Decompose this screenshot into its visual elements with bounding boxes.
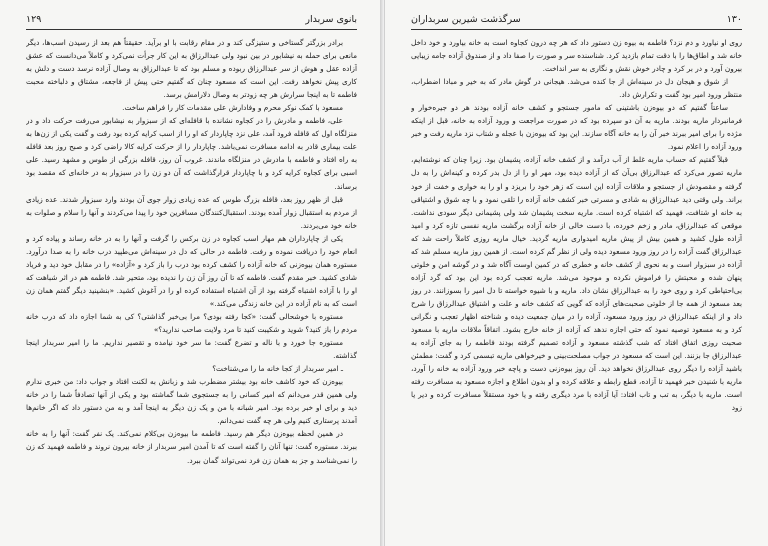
paragraph: ـ امیر سربدار از کجا خانه ما را می‌شناخت؟ xyxy=(212,364,343,374)
left-page-title: بانوی سربدار xyxy=(305,13,357,25)
right-page-number: ۱۳۰ xyxy=(726,13,742,25)
left-page-header xyxy=(26,12,357,26)
paragraph: مستوره با خوشحالی گفت: «کجا رفته بودی؟ مرا بی‌خبر گذاشتی؟ کی به شما اجازه داد که درب خانه مردم را باز کنید؟ شوید و شکیبت کنید تا مرد ولایت صاحب ندارید؟» xyxy=(26,311,357,335)
paragraph: قبلاً گفتیم که حساب ماریه غلط از آب درآمد و از کشف خانه آزاده، پشیمان بود. زیرا چنان که نوشته‌ایم، ماریه تصور می‌کرد که عبدالرزاق بی‌آن که از آزاده دیده بود، مهر او را از دل بدر کرده و کینه‌اش را به دل گرفته و مقصودش از جستجو و ملاقات آزاده این است که زهر خود را بریزد و او را به خواری و خفت از خود براند. ولی وقتی دید عبدالرزاق به شادی و مسرتی خبر کشف خانه آزاده را تلقی نمود و با چه شوق و اشتیاقی به خانه او شتافت، فهمید که اشتباه کرده است. ماریه سخت پشیمان شد ولی پشیمانی دیگر سودی نداشت. موقعی که عبدالرزاق، مادر و زخم خورده، با دست خالی از خانه آزاده برگشت ماریه نفسی تازه کرد و امید آزاده طول کشید و همین بیش از پیش ماریه امیدواری ماریه گردید. خیال ماریه روزی کاملاً راحت شد که عبدالرزاق گفت آزاده را در روز ورود مسعود دیده ولی از نظر گم کرده است. از همین روز ماریه مسلم شد که آزاده در سبزوار است و به نحوی از کشف خانه و خطری که در کمین اوست آگاه شد و در گوشه امن و خلوتی پنهان شده و محبتش را فراموش نکرده و موجود می‌شد. ماریه تعجب کرده بود این بود که گرد آزاده بی‌احتیاطی کرد و روی خود را به عبدالرزاق نشان داد. ماریه و با شیوه خواسته تا دل امیر را بسوزانند. در روز بعد مسعود از همه جا از خلوتی صحبت‌های آزاده که گویی که کشف خانه و علت و اشتیاق عبدالرزاق را شرح داد و از اینکه عبدالرزاق در روز ورود مسعود، آزاده را در میان جمعیت دیده و شناخته اظهار تعجب و نگرانی کرد و به مسعود توصیه نمود که حتی اجازه ندهد که آزاده از خانه خارج بشود. اتفاقاً ملاقات ماریه با مسعود صحبت روزی اتفاق افتاد که شب گذشته مسعود و آزاده تصمیم گرفته بودند فاطمه را به جای آزاده به عبدالرزاق جا بزنند. این است که مسعود در جواب مصلحت‌بینی و خیرخواهی ماریه تبسمی کرد و گفت: مطمئن باشید آزاده را دیگر روی عبدالرزاق نخواهد دید. آن روز بیوه‌زنی دست و پاچه خبر ورود آزاده به خانه را آورد، ماریه با شنیدن خبر فهمید تا آزاده، قطع رابطه و علاقه کرده و او بدون اطلاع و اجازه مسعود به مسافرت رفته است. ماریه با دیگر، به تب و تاب افتاد: آیا آزاده با مرد دیگری رفته و یا خود مستقلاً مسافرت کرده و دیر یا زود xyxy=(411,155,742,413)
paragraph: علی، فاطمه و مادرش را در کجاوه نشانده با قافله‌ای که از سبزوار به نیشابور می‌رفت حرکت داد و در منزلگاه اول که قافله فرود آمد، علی نزد چاپاردار که او را از اسب کرایه کرده بود رفت و گفت یکی از زن‌ها به علت بیماری قادر به ادامه مسافرت نمی‌باشد. چاپاردار را از حرکت کرایه کالا راضی کرد و صبح روز بعد قافله به راه افتاد و فاطمه با مادرش در منزلگاه ماندند. غروب آن روز، قافله بزرگی از طوس و مشهد رسید. علی اسبی برای کجاوه کرایه کرد و با چاپاردار قرارگذاشت که آن دو زن را در سبزوار به در خانه‌ای که مقصد بود برساند. xyxy=(26,116,357,191)
right-page-body xyxy=(411,36,742,538)
paragraph: مسعود با کمک نوکر محرم و وفادارش علی مقدمات کار را فراهم ساخت. xyxy=(122,103,343,113)
paragraph: از شوق و هیجان دل در سینه‌اش از جا کنده می‌شد. هیجانی در گوش مادر که به خیر و مبادا اضطراب، منتظر ورود امیر بود گفت و تکرارش داد. xyxy=(411,77,742,100)
paragraph: قبل از ظهر روز بعد، قافله بزرگ طوس که عده زیادی زوار جوی آن بودند وارد سبزوار شدند. عده زیادی از مردم به استقبال زوار آمده بودند. استقبال‌کنندگان مسافرین خود را پیدا می‌کردند و آنها را سلام و صلوات به خانه خود می‌بردند. xyxy=(26,194,357,230)
paragraph: بیوه‌زن که خود کاشف خانه بود بیشتر مضطرب شد و زبانش به لکنت افتاد و جواب داد: من خبری ندارم ولی همین قدر می‌دانم که امیر کسانی را به جستجوی شما گماشته بود و یکی از آنها تصادفاً شما را در خانه دید و برای او خبر برده بود. امیر شبانه با من و یک زن دیگر به اینجا آمد و به من دستور داد که اگر خانم‌ها آمدند پرستاری کنیم ولی هر چه گفت نمی‌دانم. xyxy=(26,377,357,426)
left-header-rule xyxy=(26,29,357,30)
right-header-rule xyxy=(411,29,742,30)
right-page-header xyxy=(411,12,742,26)
left-page-body xyxy=(26,36,357,538)
left-page-number: ۱۲۹ xyxy=(26,13,42,25)
paragraph: مستوره جا خورد و با ناله و تضرع گفت: ما سر خود نیامده و تقصیر نداریم. ما را امیر سربدار اینجا گذاشته. xyxy=(26,338,357,361)
paragraph: در همین لحظه بیوه‌زن دیگر هم رسید. فاطمه ما بیوه‌زن بی‌کلام نمی‌کند. یک نفر گفت: آنها را به خانه ببرند. مستوره گفت: تنها آنان را گفته است که تا آمدن امیر سربدار از خانه بیرون نروند و فاطمه فهمید که زن را نمی‌شناسد و جز به همان زن فرد نمی‌تواند گمان ببرد. xyxy=(26,429,357,465)
paragraph: روی او نیاورد و دم نزد؟ فاطمه به بیوه زن دستور داد که هر چه درون کجاوه است به خانه بیاورد و خود داخل خانه شد و اطاق‌ها را با دقت تمام بازدید کرد. شناسنده سر و صورت را صفا داد و از صندوق آزاده جامه زیبایی بیرون آورد و در بر کرد و چادر خوش نقش و نگاری به سر انداخت. xyxy=(411,38,742,74)
paragraph: برادر بزرگتر گستاخی و ستیزگی کند و در مقام رقابت با او برآید. حقیقتاً هم بعد از رسیدن اسب‌ها، دیگر مانعی برای حمله به نیشابور در بین نبود ولی عبدالرزاق به این کار جرأت نمی‌کرد و کاملاً می‌دانست که عشق آزاده عقل و هوش از سر عبدالرزاق ربوده و مسلم بود که تا عبدالرزاق به وصال آزاده نرسد دست و دلش به کاری پیش نخواهد رفت. این است که مسعود چنان که گفتیم حتی پیش از فاجعه، مشتاق و دلباخته محبت فاطمه تا به اینجا سرارش هر چه زودتر به وصال دلارامش برسد. xyxy=(26,38,357,100)
paragraph: یکی از چاپارداران هم مهار اسب کجاوه در زن برکس را گرفت و آنها را به در خانه رساند و پیاده کرد و انعام خود را دریافت نموده و رفت. فاطمه در حالی که دل در سینه‌اش می‌طپید درب خانه را به صدا درآورد. مستوره همان بیوه‌زنی که خانه آزاده را کشف کرده بود درب را باز کرد و «آزاده» را در مقابل خود دید و فریاد شادی کشید. خبر مقدم گفت. فاطمه که تا آن روز آن زن را ندیده بود، متحیر شد. فاطمه هم در اثر شباهت که او را با آزاده اشتباه گرفته بود از آن اشتباه استفاده کرده او را در آغوش کشید. «بنشینید دیگر گفتم همان زن است که به نام آزاده در این خانه زندگی می‌کند.» xyxy=(26,233,357,308)
paragraph: ساعتاً گفتیم که دو بیوه‌زن باشتینی که مامور جستجو و کشف خانه آزاده بودند هر دو جیره‌خوار و فرمانبردار ماریه بودند. ماریه به آن دو سپرده بود که در صورت مراجعت و ورود آزاده به خانه، قبل از اینکه مژده را برای امیر ببرند خبر آن را به خانه آگاه سازند. این بود که بیوه‌زن با عجله و شتاب نزد ماریه رفت و خبر ورود آزاده را اعلام نمود. xyxy=(411,103,742,152)
right-page xyxy=(384,0,768,546)
right-page-title: سرگذشت شیرین سربداران xyxy=(411,13,521,25)
